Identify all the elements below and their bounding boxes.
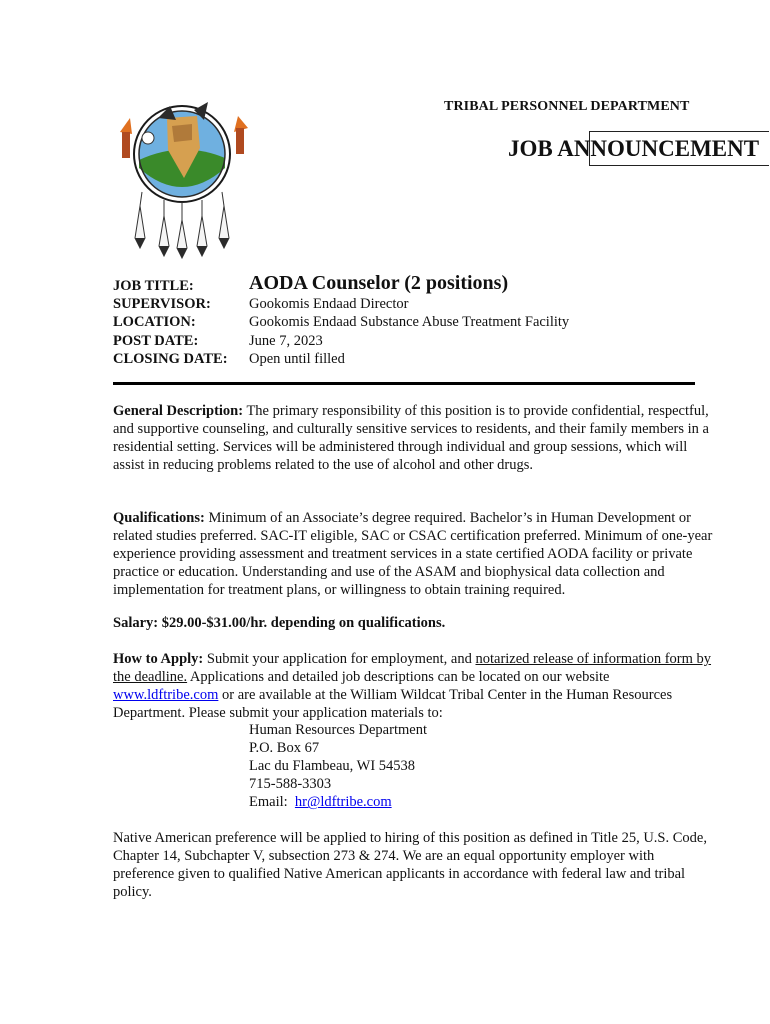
supervisor-value: Gookomis Endaad Director (249, 296, 409, 313)
how-to-apply-text-2: Applications and detailed job descriptions can be located on our website (189, 669, 610, 686)
address-line-1: Human Resources Department (249, 722, 427, 738)
general-description-label: General Description: (113, 403, 244, 419)
how-to-apply-text-3: or are available at the William Wildcat Tribal Center in the Human Resources Department. Please submit your application materials to: (113, 687, 673, 722)
general-description-text: The primary responsibility of this position is to provide confidential, respectful, and supportive counseling, and culturally sensitive services to residents, and their family members in a residential setting. Services will be administered through individual and group sessions, which will assist in reducing problems related to the use of alcohol and other drugs. (113, 403, 709, 474)
email-label: Email: (249, 794, 288, 811)
salary: Salary: $29.00-$31.00/hr. depending on qualifications. (113, 615, 446, 631)
closing-date-value: Open until filled (249, 350, 345, 367)
qualifications-label: Qualifications: (113, 510, 205, 526)
location-label: LOCATION: (113, 314, 196, 331)
post-date-value: June 7, 2023 (249, 332, 323, 349)
general-description (113, 402, 718, 474)
address-line-2: P.O. Box 67 (249, 740, 320, 757)
tribal-seal-logo (112, 88, 254, 260)
job-title: AODA Counselor (2 positions) (249, 272, 509, 294)
announcement-title: JOB ANNOUNCEMENT (508, 136, 760, 161)
mailing-address (249, 721, 427, 811)
how-to-apply (113, 650, 718, 722)
notarized-release-note: notarized release of information form by the deadline. (113, 651, 712, 686)
email-link[interactable]: hr@ldftribe.com (294, 794, 392, 811)
email-line (249, 793, 427, 811)
qualifications-text: Minimum of an Associate’s degree required. Bachelor’s in Human Development or related studies preferred. SAC-IT eligible, SAC or CSAC certification preferred. Minimum of one-year experience providing assessment and treatment services in a state certified AODA facility or private practice or education. Understanding and use of the ASAM and biophysical data collection and implementation for treatment plans, or willingness to obtain training required. (113, 510, 713, 599)
location-value: Gookomis Endaad Substance Abuse Treatment Facility (249, 314, 570, 331)
native-american-preference: Native American preference will be applied to hiring of this position as defined in Title 25, U.S. Code, Chapter 14, Subchapter V, subsection 273 & 274. We are an equal opportunity employer with preference given to qualified Native American applicants in accordance with federal law and tribal policy. (113, 830, 707, 901)
address-line-3: Lac du Flambeau, WI 54538 (249, 758, 416, 775)
phone-number: 715-588-3303 (249, 776, 332, 793)
job-values (249, 272, 570, 368)
job-title-label: JOB TITLE: (113, 278, 194, 294)
post-date-label: POST DATE: (113, 332, 199, 349)
website-link[interactable]: www.ldftribe.com (113, 687, 219, 704)
supervisor-label: SUPERVISOR: (113, 296, 211, 313)
header-divider (113, 382, 695, 385)
job-labels (113, 277, 228, 368)
department-heading: TRIBAL PERSONNEL DEPARTMENT (444, 99, 690, 114)
qualifications (113, 509, 718, 599)
closing-date-label: CLOSING DATE: (113, 350, 228, 367)
how-to-apply-label: How to Apply: (113, 651, 204, 667)
how-to-apply-text: Submit your application for employment, and (206, 651, 472, 667)
